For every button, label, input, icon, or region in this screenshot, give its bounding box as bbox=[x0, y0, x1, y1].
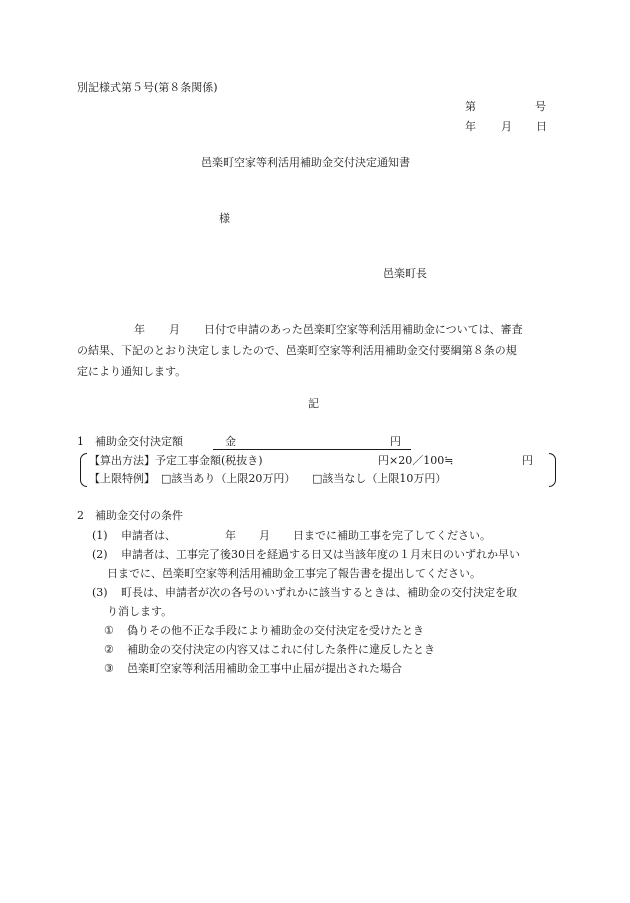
body-date-month: 月 bbox=[169, 323, 180, 336]
item3-number: (3) bbox=[92, 586, 108, 599]
body-line-1 bbox=[77, 319, 555, 340]
document-title: 邑楽町空家等利活用補助金交付決定通知書 bbox=[201, 156, 410, 169]
item1-year: 年 bbox=[225, 529, 236, 542]
date-day: 日 bbox=[536, 120, 547, 133]
item2-number: (2) bbox=[92, 548, 108, 561]
amount-underline bbox=[213, 449, 411, 450]
item1-text-b: 日までに補助工事を完了してください。 bbox=[293, 529, 491, 542]
item1-text-a: 申請者は、 bbox=[121, 529, 176, 542]
amount-unit: 円 bbox=[390, 435, 401, 448]
calc-method-label: 【算出方法】予定工事金額(税抜き) bbox=[89, 454, 263, 467]
item2-line-2: 日までに、邑楽町空家等利活用補助金工事完了報告書を提出してください。 bbox=[107, 567, 481, 580]
ki-mark: 記 bbox=[308, 397, 319, 410]
calc-unit: 円 bbox=[522, 454, 533, 467]
date-month: 月 bbox=[501, 120, 512, 133]
section2-heading: 2 補助金交付の条件 bbox=[77, 509, 183, 522]
subitem-3-number: ③ bbox=[104, 662, 114, 675]
subitem-1-text: 偽りその他不正な手段により補助金の交付決定を受けたとき bbox=[127, 624, 424, 637]
amount-prefix: 金 bbox=[225, 435, 236, 448]
body-line-2: の結果、下記のとおり決定しましたので、邑楽町空家等利活用補助金交付要綱第８条の規 bbox=[77, 344, 517, 357]
item1-month: 月 bbox=[259, 529, 270, 542]
subitem-1-number: ① bbox=[104, 624, 114, 637]
number-suffix: 号 bbox=[535, 100, 546, 113]
subitem-2-number: ② bbox=[104, 643, 114, 656]
body-line-1-rest: 日付で申請のあった邑楽町空家等利活用補助金については、審査 bbox=[204, 323, 523, 336]
issuer: 邑楽町長 bbox=[383, 267, 427, 280]
limit-special-label: 【上限特例】 bbox=[89, 472, 155, 485]
limit-option-applicable: □該当あり（上限20万円） bbox=[161, 472, 296, 485]
bracket-left bbox=[80, 453, 87, 487]
body-date-year: 年 bbox=[134, 323, 145, 336]
item1-number: (1) bbox=[92, 529, 108, 542]
subitem-2-text: 補助金の交付決定の内容又はこれに付した条件に違反したとき bbox=[127, 643, 435, 656]
calc-formula: 円×20／100≒ bbox=[378, 454, 454, 467]
item2-line-1: 申請者は、工事完了後30日を経過する日又は当該年度の１月末日のいずれか早い bbox=[121, 548, 520, 561]
bracket-right bbox=[549, 453, 556, 487]
item3-line-2: り消します。 bbox=[107, 605, 173, 618]
number-prefix: 第 bbox=[465, 100, 476, 113]
form-id: 別記様式第５号(第８条関係) bbox=[77, 81, 218, 94]
limit-option-not-applicable: □該当なし（上限10万円） bbox=[312, 472, 447, 485]
date-year: 年 bbox=[465, 120, 476, 133]
subitem-3-text: 邑楽町空家等利活用補助金工事中止届が提出された場合 bbox=[127, 662, 402, 675]
body-line-3: 定により通知します。 bbox=[77, 365, 187, 378]
body-paragraph bbox=[77, 319, 555, 382]
item3-line-1: 町長は、申請者が次の各号のいずれかに該当するときは、補助金の交付決定を取 bbox=[121, 586, 517, 599]
addressee-suffix: 様 bbox=[219, 212, 230, 225]
section1-heading: 1 補助金交付決定額 bbox=[77, 435, 183, 448]
